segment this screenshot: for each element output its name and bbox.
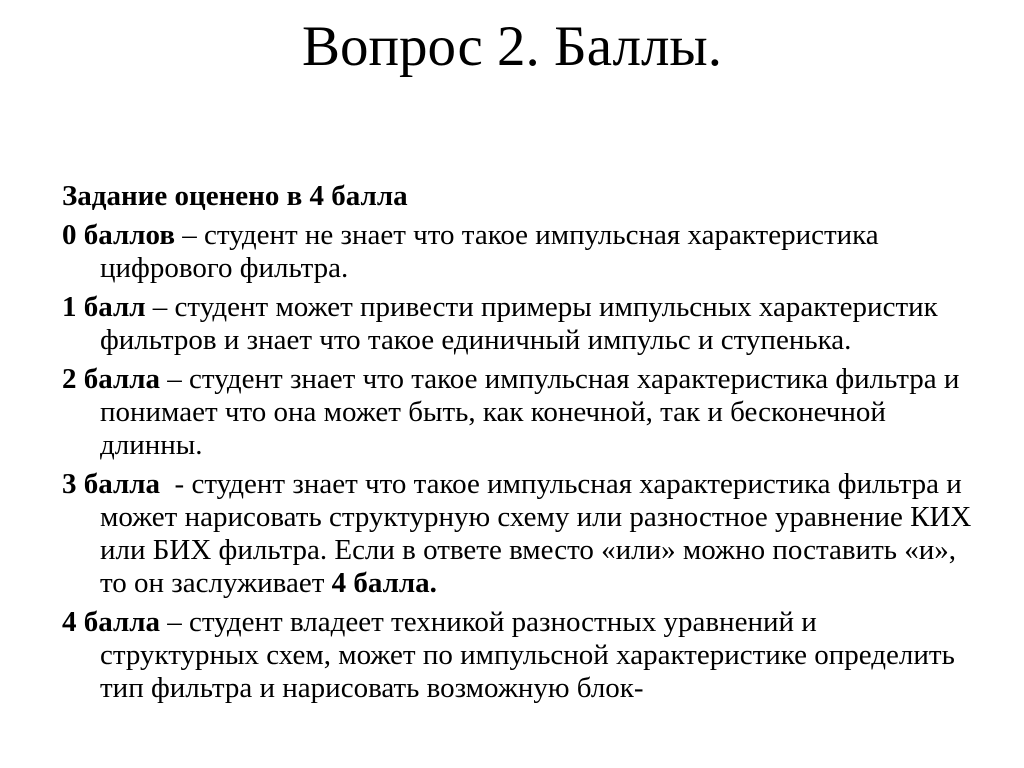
grade-description: – студент знает что такое импульсная характеристика фильтра и понимает что она может быть, как конечной, так и бесконечной длинны. [100,363,960,461]
grade-score: 2 балла [62,363,161,395]
grade-item-0 [62,219,982,285]
grade-description: – студент владеет техникой разностных уравнений и структурных схем, может по импульсной характеристике определить тип фильтра и нарисовать возможную блок- [100,606,955,704]
grade-score: 3 балла [62,468,161,500]
grade-score: 4 балла [62,606,161,638]
grade-description: - студент знает что такое импульсная характеристика фильтра и может нарисовать структурную схему или разностное уравнение КИХ или БИХ фильтра. Если в ответе вместо «или» можно поставить «и», то он заслуживает [100,468,979,599]
slide-title: Вопрос 2. Баллы. [302,15,722,78]
grade-item-3 [62,468,982,600]
slide-body [62,180,982,711]
grade-description: – студент может привести примеры импульсных характеристик фильтров и знает что такое единичный импульс и ступенька. [100,291,938,356]
grade-score: 0 баллов [62,219,175,251]
intro-line: Задание оценено в 4 балла [62,180,408,212]
grade-item-2 [62,363,982,462]
grade-score: 1 балл [62,291,146,323]
grade-description: – студент не знает что такое импульсная характеристика цифрового фильтра. [100,219,879,284]
grade-item-1 [62,291,982,357]
grade-item-4 [62,606,982,705]
grade-emphasis: 4 балла. [331,567,437,599]
